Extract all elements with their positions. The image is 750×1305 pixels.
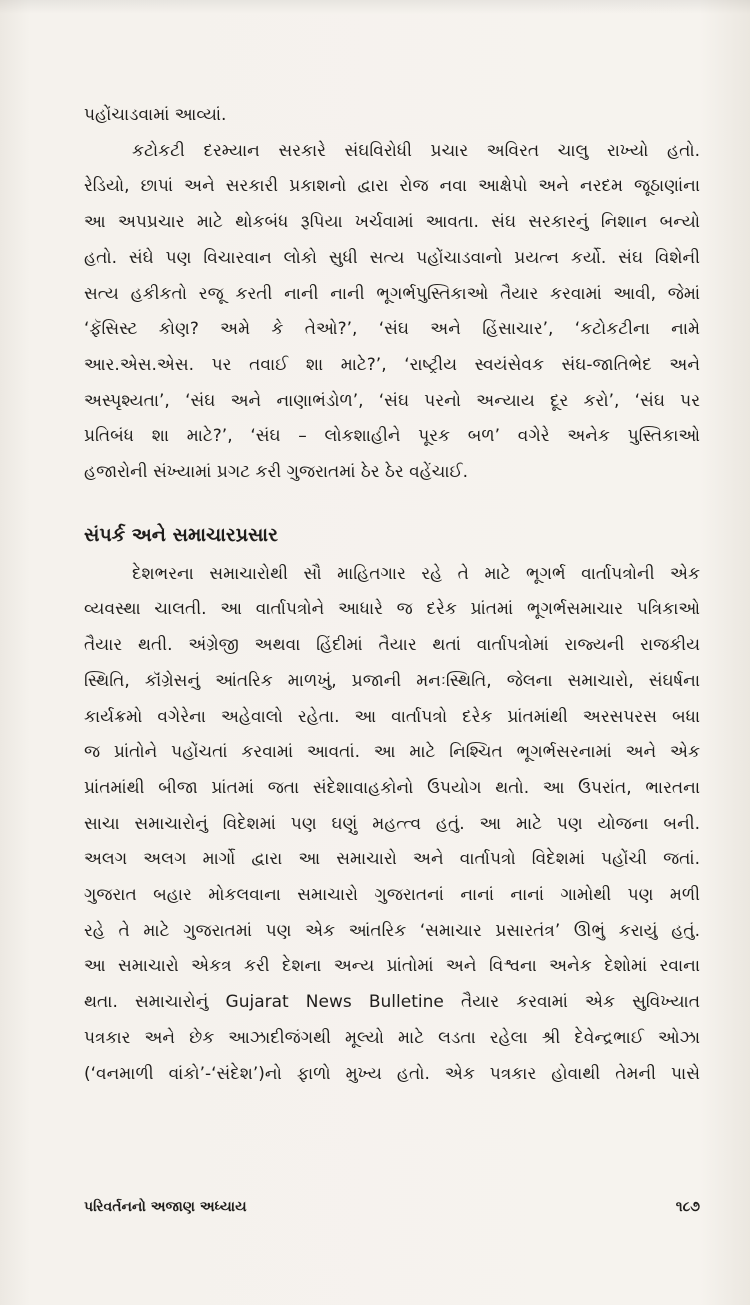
section-heading: સંપર્ક અને સમાચારપ્રસાર	[84, 523, 278, 546]
text-line: કાર્યક્રમો વગેરેના અહેવાલો રહેતા. આ વાર્તાપત્રો દરેક પ્રાંતમાંથી અરસપરસ બધા	[84, 706, 700, 727]
text-line: હતો. સંઘે પણ વિચારવાન લોકો સુધી સત્ય પહોંચાડવાનો પ્રયત્ન કર્યો. સંઘ વિશેની	[84, 247, 700, 268]
text-line: અસ્પૃશ્યતા’, ‘સંઘ અને નાણાભંડોળ’, ‘સંઘ પરનો અન્યાય દૂર કરો’, ‘સંઘ પર	[84, 390, 700, 411]
running-title: પરિવર્તનનો અજાણ અધ્યાય	[84, 1199, 247, 1215]
text-line: રેડિયો, છાપાં અને સરકારી પ્રકાશનો દ્વારા રોજ નવા આક્ષેપો અને નરદમ જૂઠાણાંના	[84, 176, 700, 197]
text-line: પ્રતિબંધ શા માટે?’, ‘સંઘ – લોકશાહીને પૂરક બળ’ વગેરે અનેક પુસ્તિકાઓ	[84, 426, 700, 447]
text-line: થતા. સમાચારોનું Gujarat News Bulletine તૈયાર કરવામાં એક સુવિખ્યાત	[84, 992, 700, 1013]
page-top-shadow	[0, 0, 750, 14]
text-line: આ સમાચારો એકત્ર કરી દેશના અન્ય પ્રાંતોમાં અને વિશ્વના અનેક દેશોમાં રવાના	[84, 956, 700, 977]
text-line: પત્રકાર અને છેક આઝાદીજંગથી મૂલ્યો માટે લડતા રહેલા શ્રી દેવેન્દ્રભાઈ ઓઝા	[84, 1027, 700, 1048]
text-line: સાચા સમાચારોનું વિદેશમાં પણ ઘણું મહત્ત્વ હતું. આ માટે પણ યોજના બની.	[84, 813, 700, 834]
text-line: પહોંચાડવામાં આવ્યાં.	[84, 105, 227, 125]
page-footer	[84, 1199, 700, 1215]
text-line: આર.એસ.એસ. પર તવાઈ શા માટે?’, ‘રાષ્ટ્રીય સ્વયંસેવક સંઘ-જાતિભેદ અને	[84, 354, 700, 375]
text-line: ગુજરાત બહાર મોકલવાના સમાચારો ગુજરાતનાં નાનાં નાનાં ગામોથી પણ મળી	[84, 885, 700, 906]
text-line: દેશભરના સમાચારોથી સૌ માહિતગાર રહે તે માટે ભૂગર્ભ વાર્તાપત્રોની એક	[132, 563, 700, 584]
text-line: વ્યવસ્થા ચાલતી. આ વાર્તાપત્રોને આધારે જ દરેક પ્રાંતમાં ભૂગર્ભસમાચાર પત્રિકાઓ	[84, 599, 700, 620]
text-line: રહે તે માટે ગુજરાતમાં પણ એક આંતરિક ‘સમાચાર પ્રસારતંત્ર’ ઊભું કરાયું હતું.	[84, 920, 700, 941]
section-2	[84, 557, 700, 1093]
text-line: તૈયાર થતી. અંગ્રેજી અથવા હિંદીમાં તૈયાર થતાં વાર્તાપત્રોમાં રાજ્યની રાજકીય	[84, 635, 700, 656]
text-line: (‘વનમાળી વાંકો’-‘સંદેશ’)નો ફાળો મુખ્ય હતો. એક પત્રકાર હોવાથી તેમની પાસે	[84, 1063, 700, 1084]
text-line: સત્ય હકીકતો રજૂ કરતી નાની નાની ભૂગર્ભપુસ્તિકાઓ તૈયાર કરવામાં આવી, જેમાં	[84, 283, 700, 304]
text-line: હજારોની સંખ્યામાં પ્રગટ કરી ગુજરાતમાં ઠેર ઠેર વહેંચાઈ.	[84, 462, 469, 483]
text-line: કટોકટી દરમ્યાન સરકારે સંઘવિરોધી પ્રચાર અવિરત ચાલુ રાખ્યો હતો.	[132, 140, 700, 161]
text-line: આ અપપ્રચાર માટે થોકબંધ રૂપિયા ખર્ચવામાં આવતા. સંઘ સરકારનું નિશાન બન્યો	[84, 212, 700, 233]
text-line: ‘ફૅસિસ્ટ કોણ? અમે કે તેઓ?’, ‘સંઘ અને હિંસાચાર’, ‘કટોકટીના નામે	[84, 319, 700, 340]
text-line: પ્રાંતમાંથી બીજા પ્રાંતમાં જતા સંદેશાવાહકોનો ઉપયોગ થતો. આ ઉપરાંત, ભારતના	[84, 777, 700, 798]
section-1	[84, 98, 700, 491]
page-body	[84, 98, 700, 1092]
text-line: સ્થિતિ, કૉંગ્રેસનું આંતરિક માળખું, પ્રજાની મનઃસ્થિતિ, જેલના સમાચારો, સંઘર્ષના	[84, 670, 700, 691]
page-number: ૧૮૭	[675, 1199, 700, 1215]
text-line: જ પ્રાંતોને પહોંચતાં કરવામાં આવતાં. આ માટે નિશ્ચિત ભૂગર્ભસરનામાં અને એક	[84, 742, 700, 763]
text-line: અલગ અલગ માર્ગો દ્વારા આ સમાચારો અને વાર્તાપત્રો વિદેશમાં પહોંચી જતાં.	[84, 849, 700, 870]
